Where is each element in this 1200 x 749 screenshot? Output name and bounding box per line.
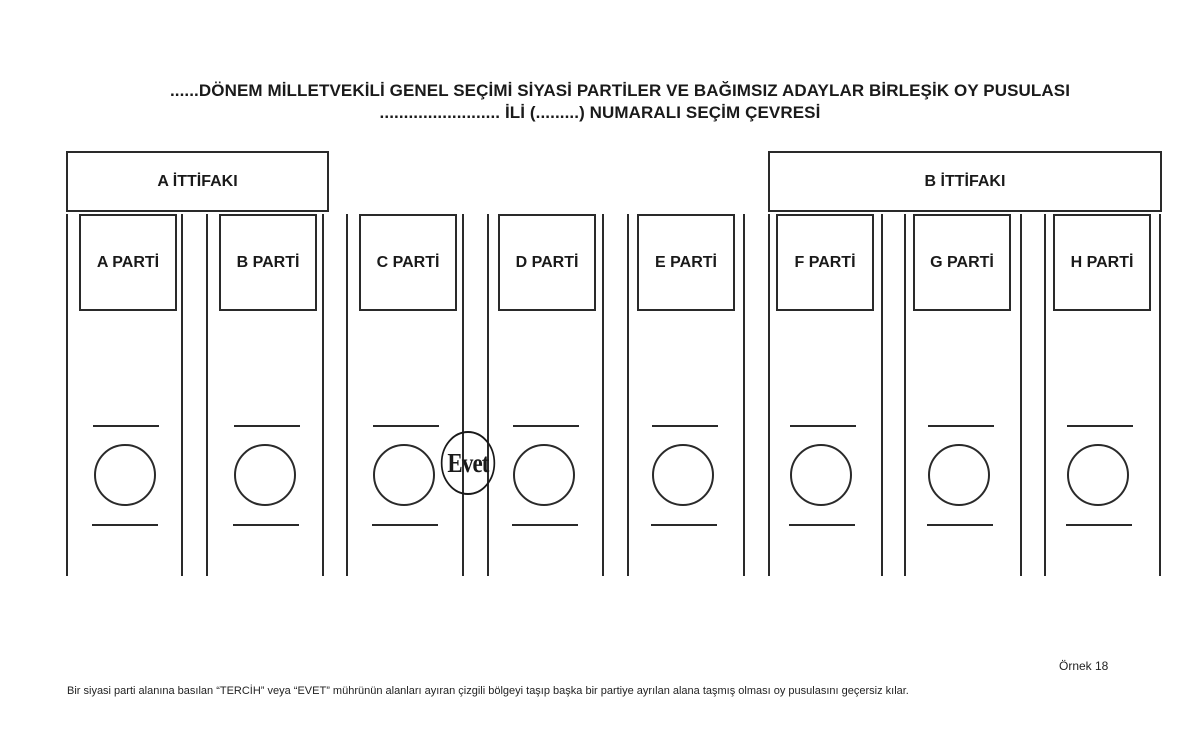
alliance-a-header bbox=[66, 151, 329, 212]
column-line bbox=[1044, 214, 1046, 576]
party-label: D PARTİ bbox=[515, 253, 579, 271]
alliance-b-label: B İTTİFAKI bbox=[924, 172, 1006, 190]
column-line bbox=[181, 214, 183, 576]
vote-circle-e[interactable] bbox=[652, 444, 714, 506]
column-line bbox=[602, 214, 604, 576]
party-label: H PARTİ bbox=[1070, 253, 1134, 271]
column-line bbox=[881, 214, 883, 576]
party-label: E PARTİ bbox=[655, 253, 717, 271]
vote-circle-g[interactable] bbox=[928, 444, 990, 506]
column-line bbox=[1159, 214, 1161, 576]
vote-area-bottom-line bbox=[789, 524, 855, 526]
party-box-f bbox=[776, 214, 874, 311]
vote-area-top-line bbox=[928, 425, 994, 427]
column-line bbox=[768, 214, 770, 576]
party-box-e bbox=[637, 214, 735, 311]
party-box-a bbox=[79, 214, 177, 311]
vote-circle-a[interactable] bbox=[94, 444, 156, 506]
column-line bbox=[206, 214, 208, 576]
vote-area-bottom-line bbox=[651, 524, 717, 526]
vote-circle-f[interactable] bbox=[790, 444, 852, 506]
column-line bbox=[904, 214, 906, 576]
party-label: F PARTİ bbox=[794, 253, 856, 271]
column-line bbox=[743, 214, 745, 576]
vote-area-top-line bbox=[790, 425, 856, 427]
column-line bbox=[487, 214, 489, 576]
ballot-title-line-2: ......................... İLİ (.........) NUMARALI SEÇİM ÇEVRESİ bbox=[379, 103, 821, 122]
column-line bbox=[627, 214, 629, 576]
vote-area-top-line bbox=[373, 425, 439, 427]
alliance-a-label: A İTTİFAKI bbox=[157, 172, 238, 190]
ballot-title-line-1: ......DÖNEM MİLLETVEKİLİ GENEL SEÇİMİ SİYASİ PARTİLER VE BAĞIMSIZ ADAYLAR BİRLEŞİK OY PUSULASI bbox=[169, 81, 1071, 100]
vote-area-bottom-line bbox=[927, 524, 993, 526]
party-label: B PARTİ bbox=[236, 253, 300, 271]
vote-circle-d[interactable] bbox=[513, 444, 575, 506]
vote-area-bottom-line bbox=[233, 524, 299, 526]
evet-stamp bbox=[441, 431, 495, 495]
vote-circle-c[interactable] bbox=[373, 444, 435, 506]
party-box-g bbox=[913, 214, 1011, 311]
vote-area-top-line bbox=[513, 425, 579, 427]
column-line bbox=[462, 214, 464, 576]
vote-circle-h[interactable] bbox=[1067, 444, 1129, 506]
vote-circle-b[interactable] bbox=[234, 444, 296, 506]
rule-note: Bir siyasi parti alanına basılan “TERCİH” veya “EVET” mührünün alanları ayıran çizgili bölgeyi taşıp başka bir partiye ayrılan alana taşmış olması oy pusulasını geçersiz kılar. bbox=[67, 685, 909, 697]
party-box-b bbox=[219, 214, 317, 311]
party-label: C PARTİ bbox=[376, 253, 440, 271]
vote-area-bottom-line bbox=[92, 524, 158, 526]
example-label: Örnek 18 bbox=[1059, 659, 1109, 673]
vote-area-top-line bbox=[93, 425, 159, 427]
vote-area-bottom-line bbox=[372, 524, 438, 526]
party-label: G PARTİ bbox=[930, 253, 994, 271]
party-box-c bbox=[359, 214, 457, 311]
column-line bbox=[322, 214, 324, 576]
column-line bbox=[346, 214, 348, 576]
column-line bbox=[1020, 214, 1022, 576]
alliance-b-header bbox=[768, 151, 1162, 212]
column-line bbox=[66, 214, 68, 576]
vote-area-top-line bbox=[1067, 425, 1133, 427]
evet-stamp-text: Evet bbox=[447, 447, 489, 478]
party-box-h bbox=[1053, 214, 1151, 311]
party-label: A PARTİ bbox=[96, 253, 160, 271]
vote-area-top-line bbox=[234, 425, 300, 427]
vote-area-bottom-line bbox=[512, 524, 578, 526]
vote-area-bottom-line bbox=[1066, 524, 1132, 526]
vote-area-top-line bbox=[652, 425, 718, 427]
party-box-d bbox=[498, 214, 596, 311]
